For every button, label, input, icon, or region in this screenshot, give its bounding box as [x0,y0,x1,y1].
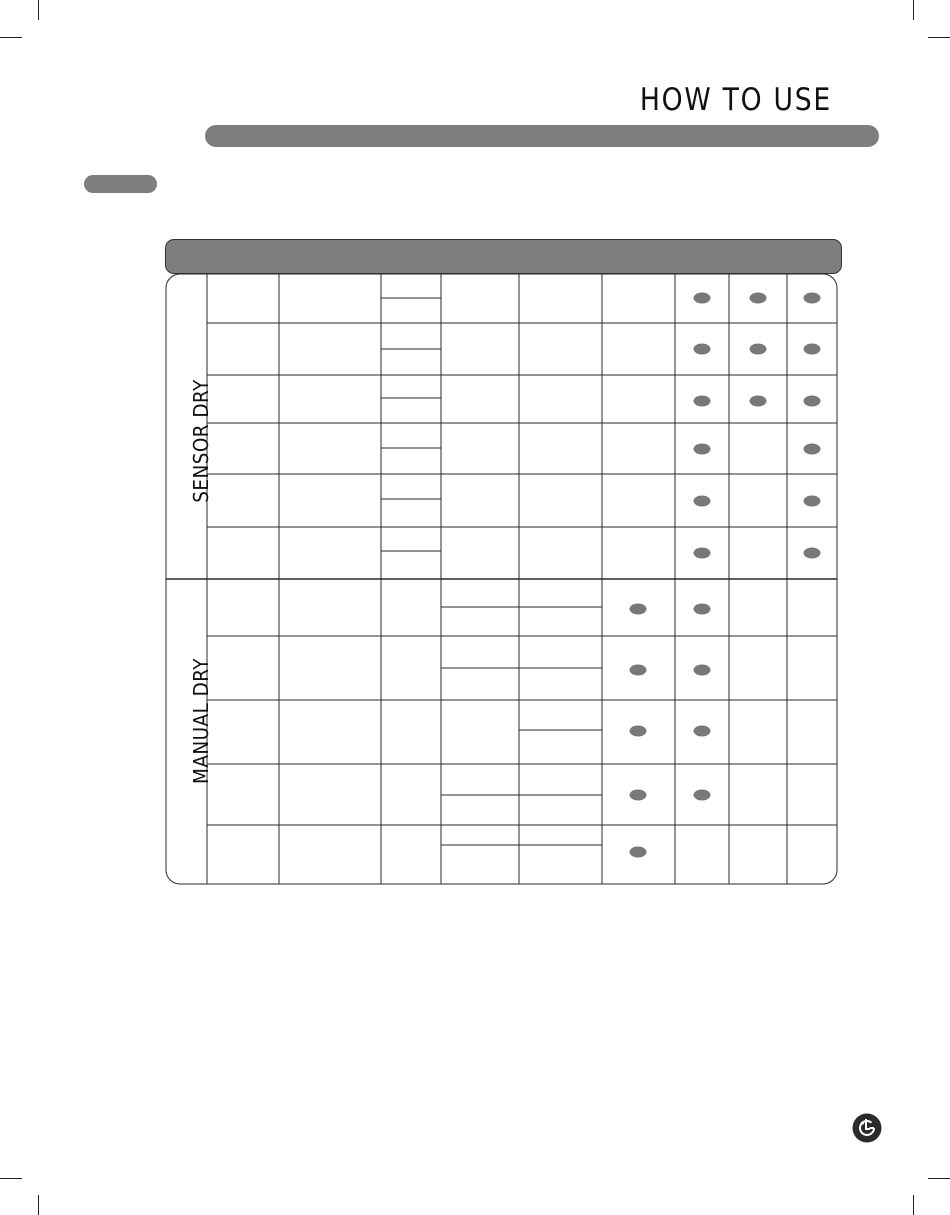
option-dot-icon [694,548,711,559]
option-dot-icon [804,293,821,304]
option-dot-icon [804,548,821,559]
option-dot-icon [694,665,711,676]
option-dot-icon [694,790,711,801]
option-dot-icon [694,444,711,455]
option-dot-icon [750,396,767,407]
option-dot-icon [694,293,711,304]
option-dot-icon [750,344,767,355]
option-dot-icon [630,726,647,737]
option-dot-icon [694,344,711,355]
option-dot-icon [630,665,647,676]
option-dot-icon [630,790,647,801]
lg-logo-icon [852,1113,882,1143]
manual-dry-label: MANUAL DRY [189,658,213,785]
option-dot-icon [804,444,821,455]
option-dot-icon [804,344,821,355]
page-title: HOW TO USE [639,82,832,118]
sensor-dry-label: SENSOR DRY [189,379,213,503]
option-dot-icon [630,604,647,615]
option-dot-icon [630,847,647,858]
option-dot-icon [804,496,821,507]
option-dot-icon [804,396,821,407]
option-dot-icon [694,604,711,615]
option-dot-icon [694,496,711,507]
option-dot-icon [694,726,711,737]
option-dot-icon [694,396,711,407]
option-dot-icon [750,293,767,304]
